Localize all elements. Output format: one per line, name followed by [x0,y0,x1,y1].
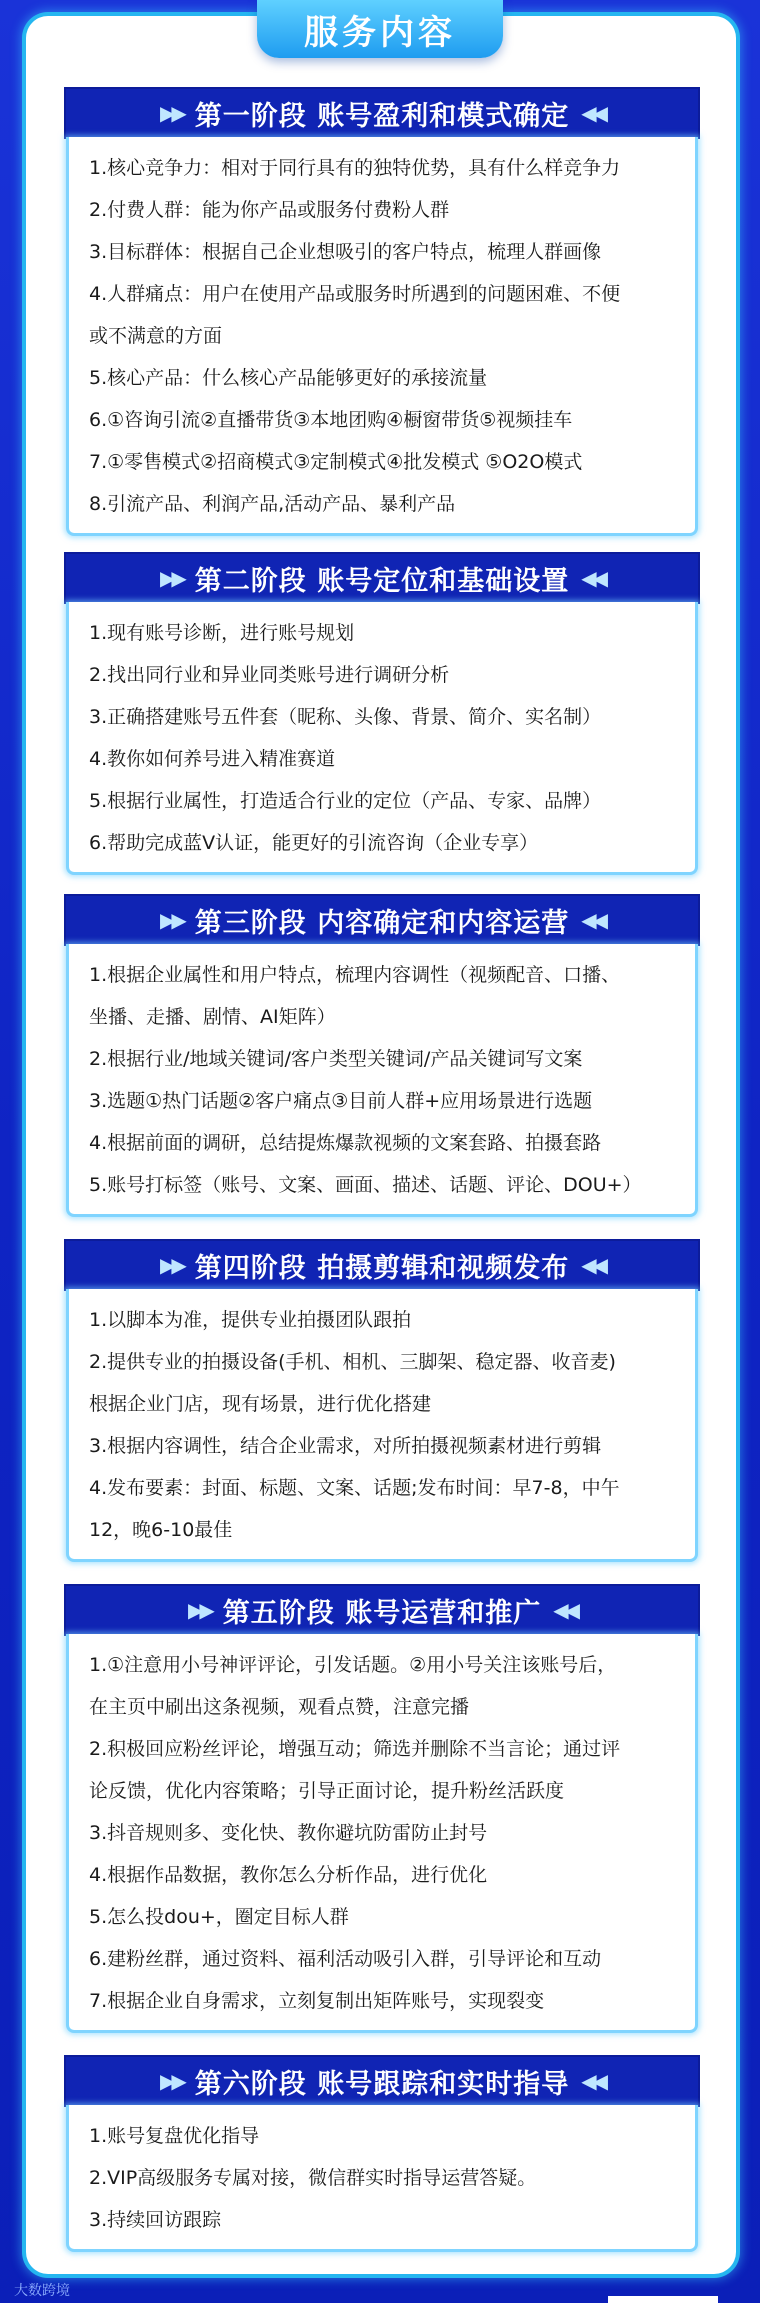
list-item: 1.①注意用小号神评评论，引发话题。②用小号关注该账号后， [89,1654,617,1676]
double-chevron-right-icon: ▶▶ [160,908,183,932]
stage-banner [66,1241,698,1289]
list-item: 12，晚6-10最佳 [89,1519,233,1541]
list-item: 4.教你如何养号进入精准赛道 [89,748,336,770]
list-item: 1.现有账号诊断，进行账号规划 [89,622,355,644]
list-item: 3.目标群体：根据自己企业想吸引的客户特点，梳理人群画像 [89,241,602,263]
list-item: 根据企业门店，现有场景，进行优化搭建 [89,1393,432,1415]
double-chevron-right-icon: ▶▶ [160,1253,183,1277]
list-item: 6.①咨询引流②直播带货③本地团购④橱窗带货⑤视频挂车 [89,409,573,431]
list-item: 1.账号复盘优化指导 [89,2125,260,2147]
double-chevron-left-icon: ◀◀ [553,1598,576,1622]
list-item: 2.VIP高级服务专属对接，微信群实时指导运营答疑。 [89,2167,537,2189]
list-item: 2.积极回应粉丝评论，增强互动；筛选并删除不当言论；通过评 [89,1738,621,1760]
double-chevron-right-icon: ▶▶ [160,2069,183,2093]
stage-title: 第一阶段 账号盈利和模式确定 [194,100,570,132]
stage-banner [66,2057,698,2105]
stage-body [66,1634,698,2033]
list-item: 1.根据企业属性和用户特点，梳理内容调性（视频配音、口播、 [89,964,621,986]
stage-title: 第六阶段 账号跟踪和实时指导 [194,2068,570,2100]
list-item: 4.人群痛点：用户在使用产品或服务时所遇到的问题困难、不便 [89,283,621,305]
double-chevron-left-icon: ◀◀ [581,566,604,590]
list-item: 5.怎么投dou+，圈定目标人群 [89,1906,349,1928]
list-item: 5.账号打标签（账号、文案、画面、描述、话题、评论、DOU+） [89,1174,642,1196]
list-item: 3.抖音规则多、变化快、教你避坑防雷防止封号 [89,1822,488,1844]
list-item: 4.根据作品数据，教你怎么分析作品，进行优化 [89,1864,488,1886]
list-item: 2.根据行业/地域关键词/客户类型关键词/产品关键词写文案 [89,1048,583,1070]
stage-body [66,137,698,536]
list-item: 1.核心竞争力：相对于同行具有的独特优势，具有什么样竞争力 [89,157,621,179]
list-item: 4.发布要素：封面、标题、文案、话题;发布时间：早7-8，中午 [89,1477,620,1499]
list-item: 5.根据行业属性，打造适合行业的定位（产品、专家、品牌） [89,790,602,812]
double-chevron-right-icon: ▶▶ [160,101,183,125]
double-chevron-left-icon: ◀◀ [581,101,604,125]
stage-body [66,2105,698,2252]
list-item: 7.根据企业自身需求，立刻复制出矩阵账号，实现裂变 [89,1990,545,2012]
stage-section-1 [66,89,698,536]
stage-banner [66,554,698,602]
stage-section-6 [66,2057,698,2252]
double-chevron-right-icon: ▶▶ [188,1598,211,1622]
list-item: 论反馈，优化内容策略；引导正面讨论，提升粉丝活跃度 [89,1780,565,1802]
page-title: 服务内容 [257,0,503,58]
stage-section-3 [66,896,698,1217]
stage-body [66,1289,698,1562]
double-chevron-left-icon: ◀◀ [581,1253,604,1277]
stage-title: 第三阶段 内容确定和内容运营 [194,907,570,939]
list-item: 8.引流产品、利润产品,活动产品、暴利产品 [89,493,456,515]
double-chevron-left-icon: ◀◀ [581,908,604,932]
footer-strip [608,2296,718,2303]
list-item: 坐播、走播、剧情、AI矩阵） [89,1006,336,1028]
stage-title: 第四阶段 拍摄剪辑和视频发布 [194,1252,570,1284]
stage-title: 第五阶段 账号运营和推广 [222,1597,542,1629]
list-item: 或不满意的方面 [89,325,223,347]
list-item: 3.持续回访跟踪 [89,2209,222,2231]
list-item: 6.帮助完成蓝V认证，能更好的引流咨询（企业专享） [89,832,539,854]
stage-banner [66,89,698,137]
stage-banner [66,1586,698,1634]
stage-body [66,944,698,1217]
stage-section-4 [66,1241,698,1562]
stage-title: 第二阶段 账号定位和基础设置 [194,565,570,597]
double-chevron-left-icon: ◀◀ [581,2069,604,2093]
list-item: 5.核心产品：什么核心产品能够更好的承接流量 [89,367,488,389]
double-chevron-right-icon: ▶▶ [160,566,183,590]
stage-section-5 [66,1586,698,2033]
list-item: 3.正确搭建账号五件套（昵称、头像、背景、简介、实名制） [89,706,602,728]
list-item: 3.选题①热门话题②客户痛点③目前人群+应用场景进行选题 [89,1090,593,1112]
list-item: 2.找出同行业和异业同类账号进行调研分析 [89,664,450,686]
list-item: 6.建粉丝群，通过资料、福利活动吸引入群，引导评论和互动 [89,1948,602,1970]
stage-body [66,602,698,875]
list-item: 2.付费人群：能为你产品或服务付费粉人群 [89,199,450,221]
watermark: 大数跨境 [14,2283,70,2299]
list-item: 3.根据内容调性，结合企业需求，对所拍摄视频素材进行剪辑 [89,1435,602,1457]
list-item: 2.提供专业的拍摄设备(手机、相机、三脚架、稳定器、收音麦) [89,1351,616,1373]
list-item: 7.①零售模式②招商模式③定制模式④批发模式 ⑤O2O模式 [89,451,583,473]
list-item: 在主页中刷出这条视频，观看点赞，注意完播 [89,1696,470,1718]
stage-section-2 [66,554,698,875]
list-item: 1.以脚本为准，提供专业拍摄团队跟拍 [89,1309,412,1331]
list-item: 4.根据前面的调研，总结提炼爆款视频的文案套路、拍摄套路 [89,1132,602,1154]
stage-banner [66,896,698,944]
